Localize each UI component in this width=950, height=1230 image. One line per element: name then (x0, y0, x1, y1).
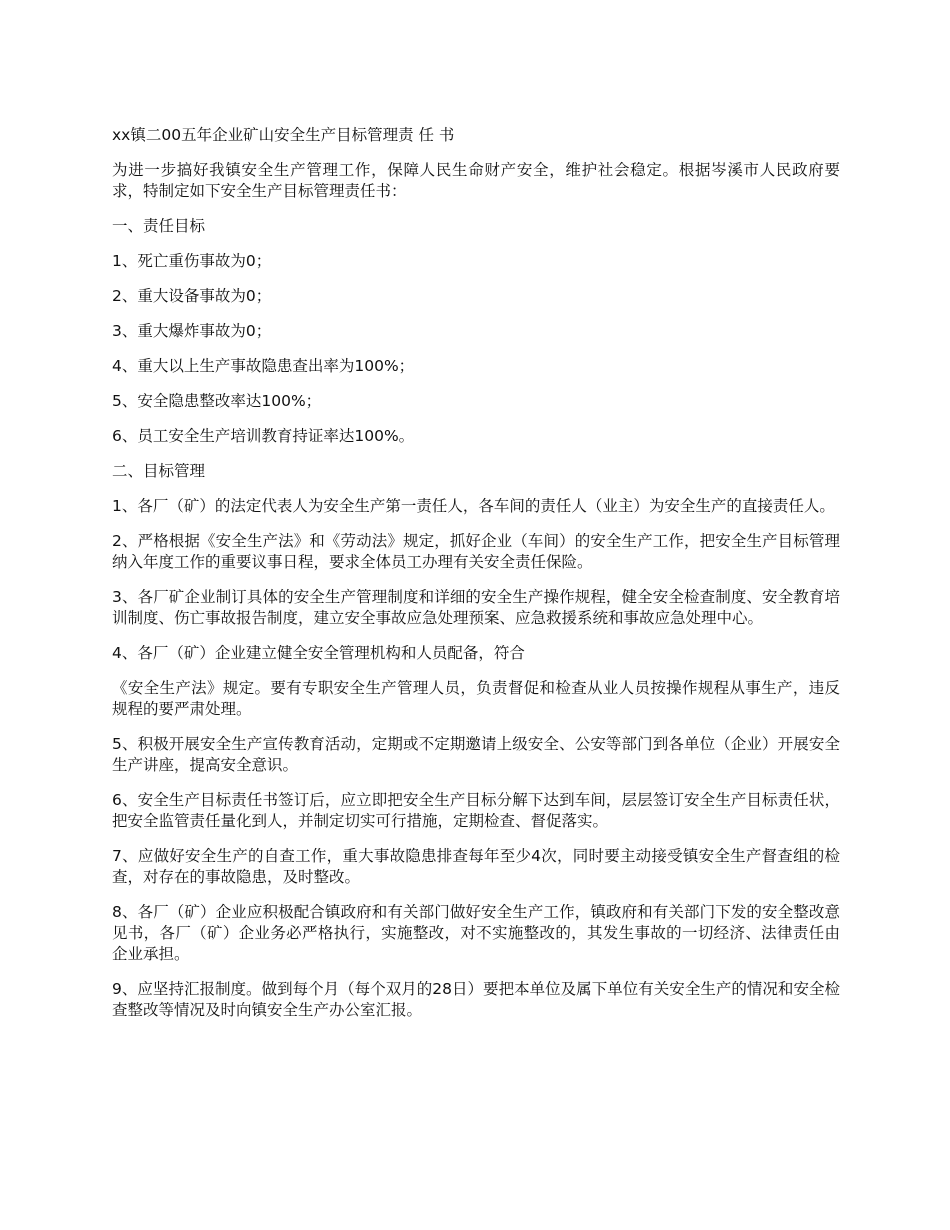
goal-item-1: 1、死亡重伤事故为0； (112, 252, 272, 270)
management-item-4-continued: 《安全生产法》规定。要有专职安全生产管理人员，负责督促和检查从业人员按操作规程从事生产，违反规程的要严肃处理。 (112, 679, 840, 718)
management-item-2: 2、严格根据《安全生产法》和《劳动法》规定，抓好企业（车间）的安全生产工作，把安全生产目标管理纳入年度工作的重要议事日程，要求全体员工办理有关安全责任保险。 (112, 532, 840, 571)
goal-item-5: 5、安全隐患整改率达100%； (112, 392, 322, 410)
management-item-8: 8、各厂（矿）企业应积极配合镇政府和有关部门做好安全生产工作，镇政府和有关部门下发的安全整改意见书，各厂（矿）企业务必严格执行，实施整改，对不实施整改的，其发生事故的一切经济、法律责任由企业承担。 (112, 903, 840, 963)
management-item-1: 1、各厂（矿）的法定代表人为安全生产第一责任人，各车间的责任人（业主）为安全生产的直接责任人。 (112, 497, 835, 515)
goal-item-2: 2、重大设备事故为0； (112, 287, 272, 305)
management-item-7: 7、应做好安全生产的自查工作，重大事故隐患排查每年至少4次，同时要主动接受镇安全生产督查组的检查，对存在的事故隐患，及时整改。 (112, 847, 840, 886)
section-heading-management: 二、目标管理 (112, 462, 206, 480)
goal-item-6: 6、员工安全生产培训教育持证率达100%。 (112, 427, 415, 445)
document-title: xx镇二00五年企业矿山安全生产目标管理责 任 书 (112, 126, 455, 144)
management-item-9: 9、应坚持汇报制度。做到每个月（每个双月的28日）要把本单位及属下单位有关安全生产的情况和安全检查整改等情况及时向镇安全生产办公室汇报。 (112, 980, 840, 1019)
intro-paragraph: 为进一步搞好我镇安全生产管理工作，保障人民生命财产安全，维护社会稳定。根据岑溪市人民政府要求，特制定如下安全生产目标管理责任书： (112, 161, 840, 200)
management-item-6: 6、安全生产目标责任书签订后，应立即把安全生产目标分解下达到车间，层层签订安全生产目标责任状，把安全监管责任量化到人，并制定切实可行措施，定期检查、督促落实。 (112, 791, 840, 830)
goal-item-4: 4、重大以上生产事故隐患查出率为100%； (112, 357, 415, 375)
section-heading-goals: 一、责任目标 (112, 217, 206, 235)
goal-item-3: 3、重大爆炸事故为0； (112, 322, 272, 340)
management-item-5: 5、积极开展安全生产宣传教育活动，定期或不定期邀请上级安全、公安等部门到各单位（企业）开展安全生产讲座，提高安全意识。 (112, 735, 840, 774)
management-item-3: 3、各厂矿企业制订具体的安全生产管理制度和详细的安全生产操作规程，健全安全检查制度、安全教育培训制度、伤亡事故报告制度，建立安全事故应急处理预案、应急救援系统和事故应急处理中心。 (112, 588, 840, 627)
management-item-4: 4、各厂（矿）企业建立健全安全管理机构和人员配备，符合 (112, 644, 525, 662)
